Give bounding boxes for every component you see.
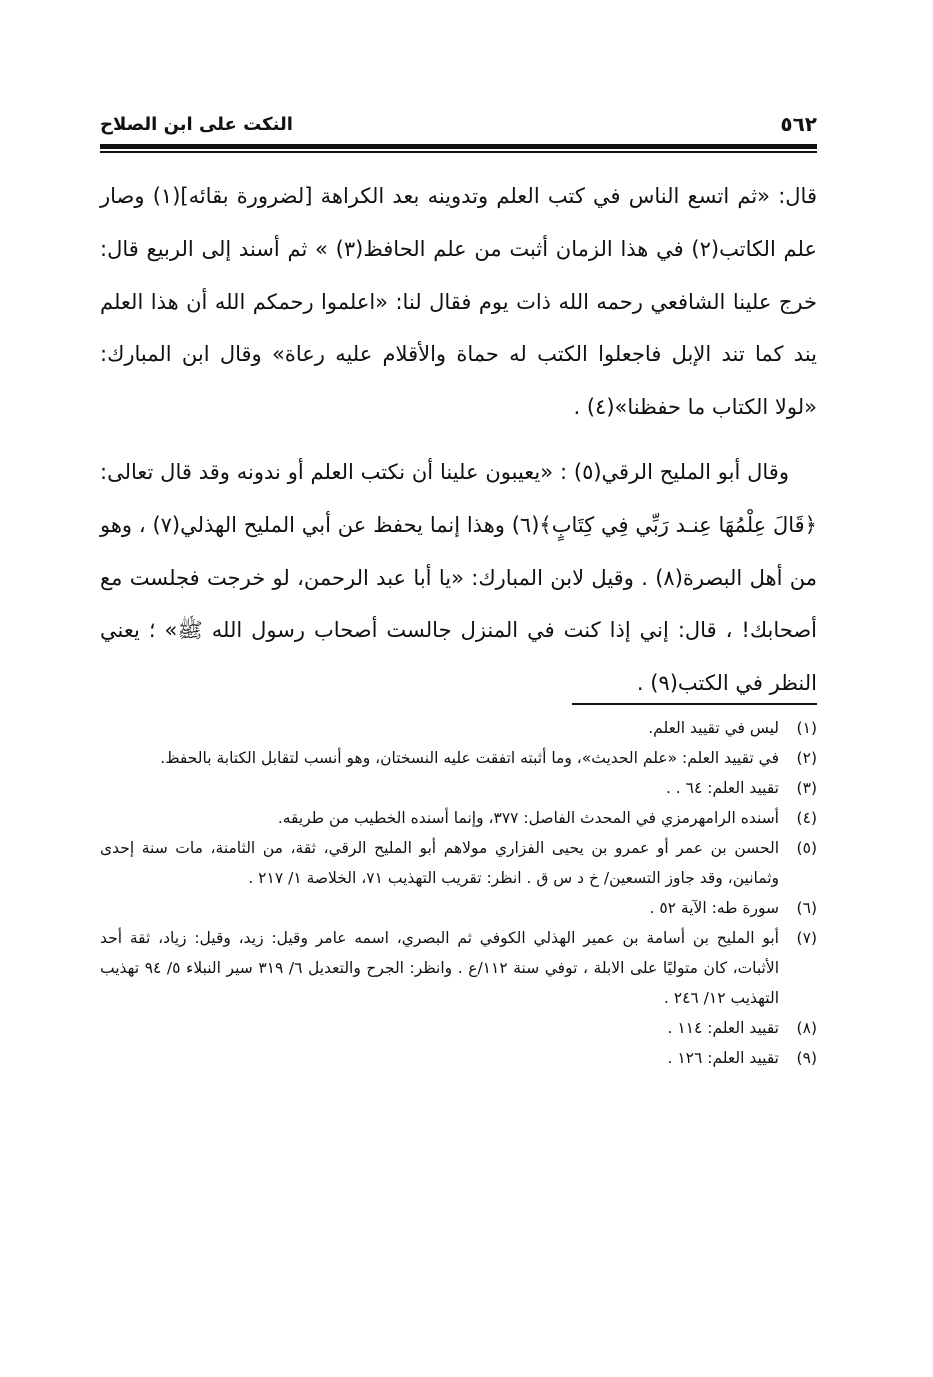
header-rule-thin — [100, 151, 817, 153]
footnote-text: أبو المليح بن أسامة بن عمير الهذلي الكوفي ثم البصري، اسمه عامر وقيل: زيد، وقيل: زياد، ثقة أحد الأثبات، كان متوليًا على الابلة ، توفي سنة ١١٢/ع . وانظر: الجرح والتعديل ٦/ ٣١٩ سير النبلاء ٥/ ٩٤ تهذيب التهذيب ١٢/ ٢٤٦ . — [100, 929, 780, 1007]
footnote-text: سورة طه: الآية ٥٢ . — [649, 899, 779, 917]
paragraph-2: وقال أبو المليح الرقي(٥) : «يعيبون علينا أن نكتب العلم أو ندونه وقد قال تعالى: ﴿قَالَ عِلْمُهَا عِنـد رَبِّي فِي كِتَابٍ﴾(٦) وهذا إنما يحفظ عن أبي المليح الهذلي(٧) ، وهو من أهل البصرة(٨) . وقيل لابن المبارك: «يا أبا عبد الرحمن، لو خرجت فجلست مع أصحابك! ، قال: إني إذا كنت في المنزل جالست أصحاب رسول الله ﷺ» ؛ يعني النظر في الكتب(٩) . — [100, 459, 817, 696]
footnote-number: (٦) — [796, 899, 817, 917]
footnote-number: (٧) — [796, 929, 817, 947]
footnote-text: أسنده الرامهرمزي في المحدث الفاصل: ٣٧٧، وإنما أسنده الخطيب من طريقه. — [277, 809, 779, 827]
footnote-number: (٩) — [796, 1049, 817, 1067]
footnote-number: (٥) — [796, 839, 817, 857]
footnote-7 — [100, 923, 817, 1013]
footnote-1 — [100, 713, 817, 743]
footnote-text: تقييد العلم: ١٢٦ . — [667, 1049, 779, 1067]
footnote-text: الحسن بن عمر أو عمرو بن يحيى الفزاري مولاهم أبو المليح الرقي، ثقة، من الثامنة، مات سنة إحدى وثمانين، وقد جاوز التسعين/ خ د س ق . انظر: تقريب التهذيب ٧١، الخلاصة ١/ ٢١٧ . — [100, 839, 779, 887]
footnote-text: تقييد العلم: ٦٤ . . — [665, 779, 779, 797]
footnote-text: تقييد العلم: ١١٤ . — [667, 1019, 779, 1037]
footnote-6 — [100, 893, 817, 923]
page-number: ٥٦٢ — [780, 112, 817, 136]
footnote-number: (٢) — [796, 749, 817, 767]
paragraph-1: قال: «ثم اتسع الناس في كتب العلم وتدوينه بعد الكراهة [لضرورة بقائه](١) وصار علم الكاتب(٢) في هذا الزمان أثبت من علم الحافظ(٣) » ثم أسند إلى الربيع قال: خرج علينا الشافعي رحمه الله ذات يوم فقال لنا: «اعلموا رحمكم الله أن هذا العلم يند كما تند الإبل فاجعلوا الكتب له حماة والأقلام عليه رعاة» وقال ابن المبارك: «لولا الكتاب ما حفظنا»(٤) . — [100, 184, 818, 420]
running-title: النكت على ابن الصلاح — [100, 113, 293, 135]
footnote-4 — [100, 803, 817, 833]
running-header — [100, 108, 817, 140]
footnote-5 — [100, 833, 817, 893]
footnotes — [100, 713, 817, 1073]
footnote-text: في تقييد العلم: «علم الحديث»، وما أثبته اتفقت عليه النسختان، وهو أنسب لتقابل الكتابة بالحفظ. — [160, 749, 779, 767]
footnote-9 — [100, 1043, 817, 1073]
footnote-3 — [100, 773, 817, 803]
footnote-number: (٨) — [796, 1019, 817, 1037]
footnote-number: (٣) — [796, 779, 817, 797]
footnote-text: ليس في تقييد العلم. — [648, 719, 779, 737]
footnote-2 — [100, 743, 817, 773]
header-rule-thick — [100, 144, 817, 149]
footnote-number: (١) — [796, 719, 817, 737]
footnote-number: (٤) — [796, 809, 817, 827]
footnote-separator — [572, 703, 817, 705]
main-text — [100, 170, 817, 710]
footnote-8 — [100, 1013, 817, 1043]
